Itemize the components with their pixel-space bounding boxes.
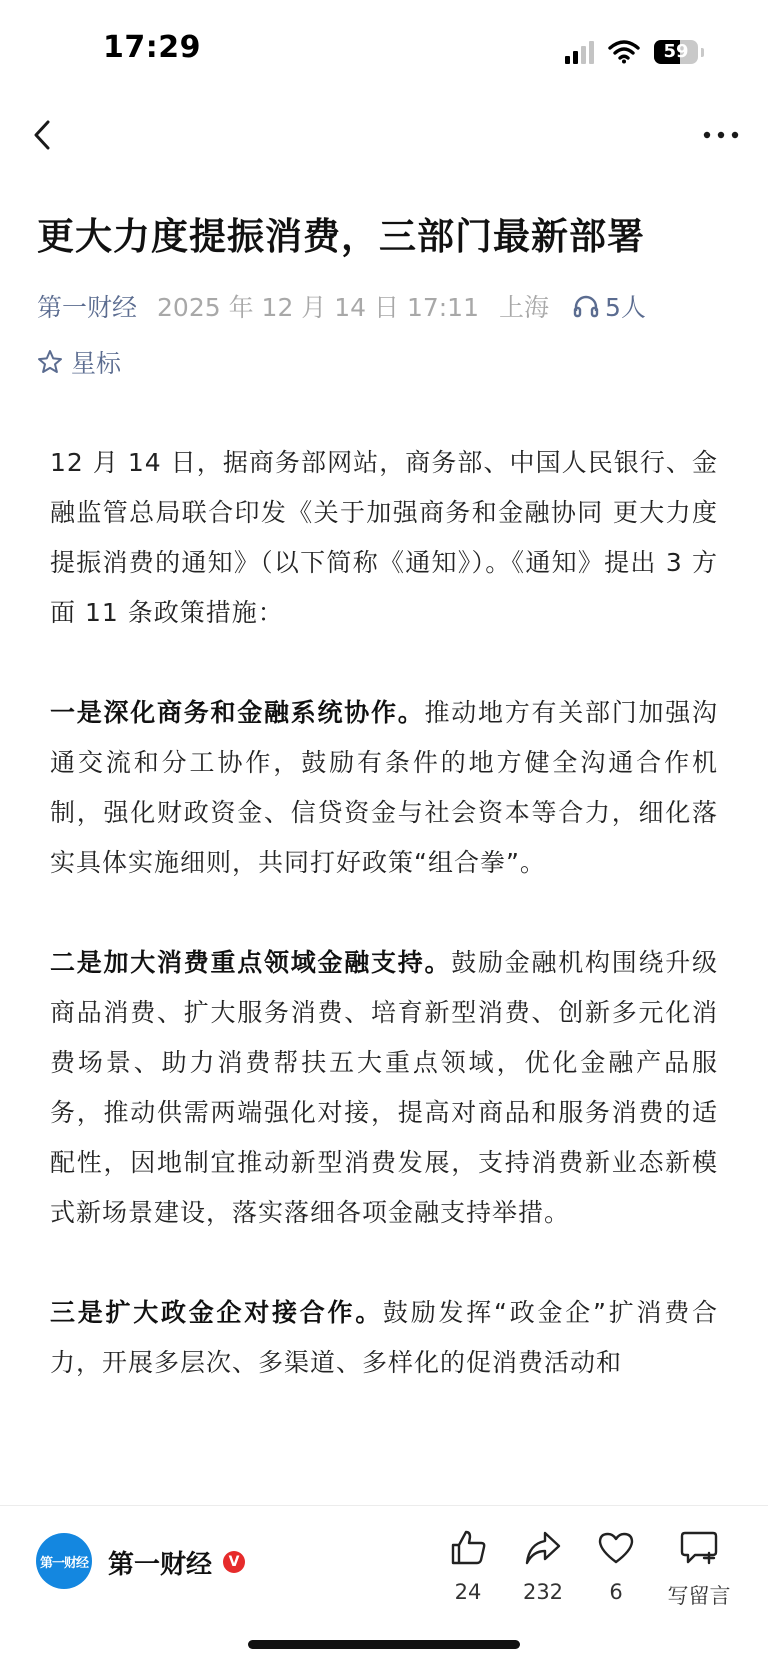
thumbs-up-icon bbox=[449, 1529, 487, 1567]
status-time: 17:29 bbox=[103, 30, 201, 65]
home-indicator[interactable] bbox=[248, 1640, 520, 1649]
share-count: 232 bbox=[522, 1580, 564, 1604]
heart-icon bbox=[597, 1531, 635, 1565]
paragraph-heading: 二是加大消费重点领域金融支持。 bbox=[50, 948, 452, 977]
star-outline-icon bbox=[37, 349, 63, 375]
more-horizontal-icon bbox=[703, 131, 739, 139]
like-count: 24 bbox=[454, 1580, 482, 1604]
paragraph-heading: 三是扩大政金企对接合作。 bbox=[50, 1298, 384, 1327]
star-button[interactable] bbox=[37, 344, 121, 380]
more-button[interactable] bbox=[696, 110, 746, 160]
status-icons bbox=[565, 36, 704, 68]
like-button[interactable] bbox=[428, 1526, 508, 1604]
publish-location: 上海 bbox=[499, 293, 550, 322]
chevron-left-icon bbox=[32, 119, 52, 151]
publish-date: 2025 年 12 月 14 日 17:11 bbox=[157, 293, 479, 322]
share-button[interactable] bbox=[503, 1526, 583, 1604]
article-title: 更大力度提振消费，三部门最新部署 bbox=[37, 215, 645, 258]
headphones-icon bbox=[573, 294, 599, 318]
cellular-signal-icon bbox=[565, 40, 594, 64]
author-avatar[interactable]: 第一财经 bbox=[36, 1533, 92, 1589]
share-arrow-icon bbox=[524, 1530, 562, 1566]
paragraph-text: 鼓励发挥“政金企”扩消费合力，开展多层次、多渠道、多样化的促消费活动和 bbox=[50, 1298, 718, 1377]
comment-label: 写留言 bbox=[667, 1584, 731, 1608]
wifi-icon bbox=[608, 40, 640, 64]
comment-button[interactable] bbox=[655, 1526, 743, 1610]
article-meta bbox=[37, 288, 646, 324]
status-bar bbox=[0, 0, 768, 100]
battery-cap bbox=[701, 48, 704, 57]
paragraph-point-1 bbox=[50, 688, 718, 888]
article-body bbox=[50, 438, 718, 1438]
comment-add-icon bbox=[679, 1530, 719, 1566]
favorite-button[interactable] bbox=[576, 1526, 656, 1604]
paragraph-heading: 一是深化商务和金融系统协作。 bbox=[50, 698, 425, 727]
nav-bar bbox=[0, 100, 768, 170]
listen-button[interactable] bbox=[573, 288, 646, 324]
favorite-count: 6 bbox=[609, 1580, 623, 1604]
paragraph-point-3 bbox=[50, 1288, 718, 1388]
listener-count: 5人 bbox=[605, 293, 646, 322]
star-label: 星标 bbox=[71, 349, 122, 378]
paragraph-intro: 12 月 14 日，据商务部网站，商务部、中国人民银行、金融监管总局联合印发《关于加强商务和金融协同 更大力度提振消费的通知》（以下简称《通知》）。《通知》提出 3 方面 11 条政策措施： bbox=[50, 448, 718, 627]
author-name[interactable]: 第一财经 bbox=[108, 1550, 213, 1580]
paragraph-text: 鼓励金融机构围绕升级商品消费、扩大服务消费、培育新型消费、创新多元化消费场景、助力消费帮扶五大重点领域，优化金融产品服务，推动供需两端强化对接，提高对商品和服务消费的适配性，因地制宜推动新型消费发展，支持消费新业态新模式新场景建设，落实落细各项金融支持举措。 bbox=[50, 948, 718, 1227]
battery-percent: 59 bbox=[663, 41, 689, 62]
source-link[interactable]: 第一财经 bbox=[37, 293, 138, 322]
paragraph-text: 推动地方有关部门加强沟通交流和分工协作，鼓励有条件的地方健全沟通合作机制，强化财政资金、信贷资金与社会资本等合力，细化落实具体实施细则，共同打好政策“组合拳”。 bbox=[50, 698, 718, 877]
battery-icon bbox=[654, 40, 698, 64]
paragraph-point-2 bbox=[50, 938, 718, 1238]
verified-badge: V bbox=[223, 1551, 245, 1573]
back-button[interactable] bbox=[22, 110, 62, 160]
